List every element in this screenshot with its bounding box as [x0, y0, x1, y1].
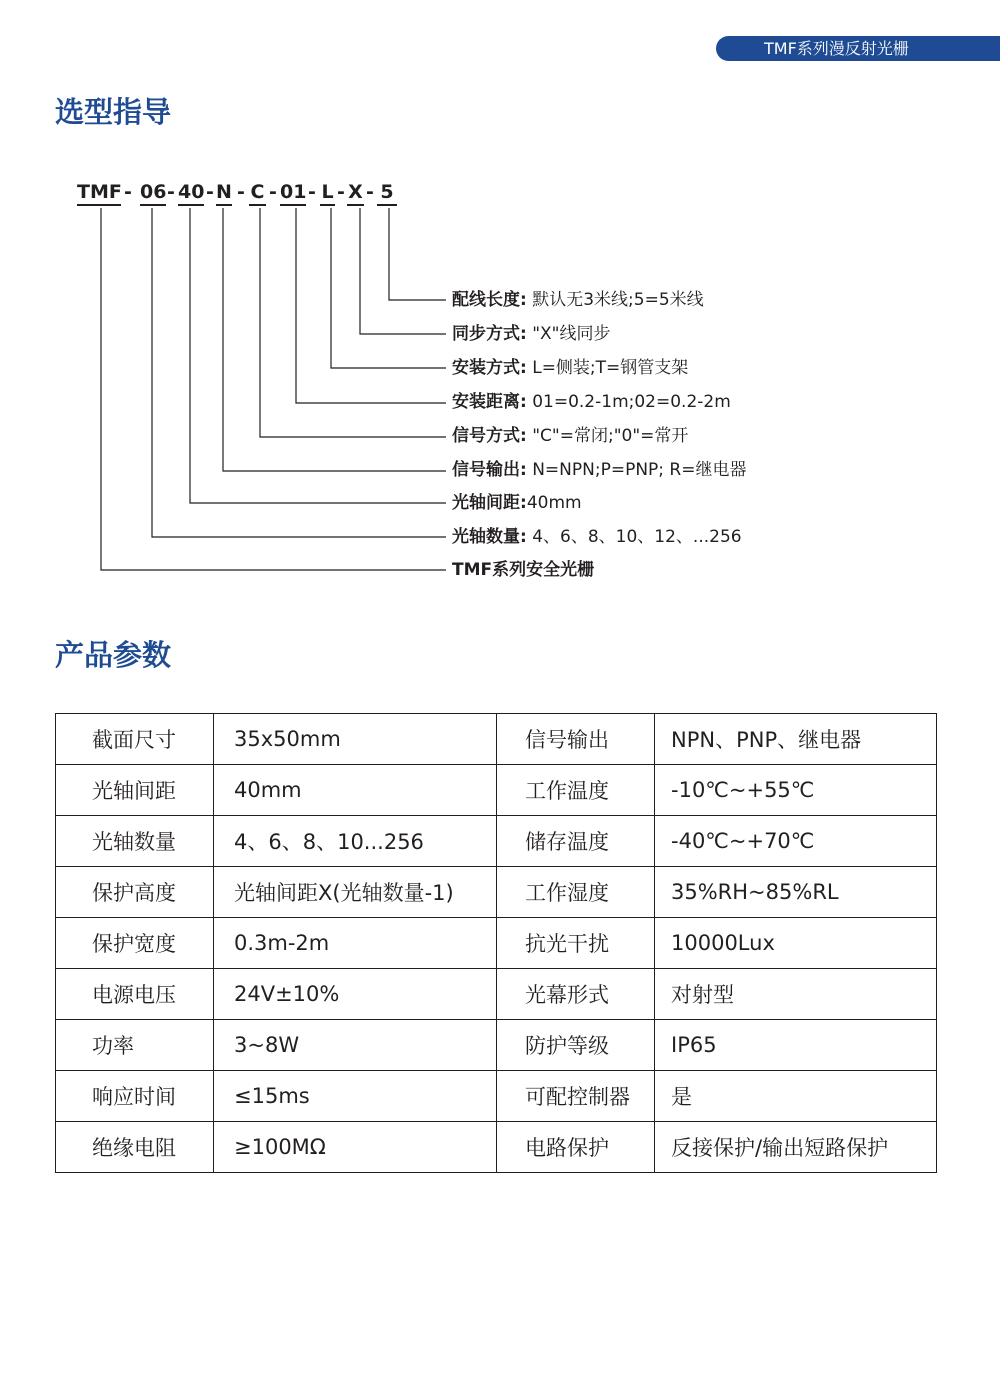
param-label: 绝缘电阻 [56, 1122, 214, 1173]
param-label: 光轴间距 [56, 765, 214, 816]
param-label: 可配控制器 [497, 1071, 655, 1122]
desc-axis-count: 光轴数量: 4、6、8、10、12、...256 [452, 527, 742, 547]
code-seg-cable: 5 [377, 180, 397, 206]
param-value: 0.3m-2m [214, 918, 497, 969]
param-value: NPN、PNP、继电器 [655, 714, 937, 765]
leader-sync [360, 208, 446, 334]
param-value: 10000Lux [655, 918, 937, 969]
desc-signal-output: 信号输出: N=NPN;P=PNP; R=继电器 [452, 460, 747, 480]
code-seg-signal-output: N [216, 180, 232, 206]
param-label: 保护高度 [56, 867, 214, 918]
code-seg-signal-mode: C [249, 180, 266, 206]
param-label: 截面尺寸 [56, 714, 214, 765]
param-label: 电源电压 [56, 969, 214, 1020]
code-seg-distance: 01 [280, 180, 306, 206]
param-value: 3~8W [214, 1020, 497, 1071]
table-row [56, 816, 937, 867]
code-seg-axis-pitch: 40 [178, 180, 204, 206]
section-title-selection: 选型指导 [55, 95, 172, 129]
desc-sync-mode: 同步方式: "X"线同步 [452, 324, 611, 344]
code-sep: - [366, 181, 374, 203]
param-value: 反接保护/输出短路保护 [655, 1122, 937, 1173]
table-row [56, 765, 937, 816]
param-value: 24V±10% [214, 969, 497, 1020]
header-tab-label: TMF系列漫反射光栅 [764, 39, 909, 58]
param-value: ≤15ms [214, 1071, 497, 1122]
param-label: 储存温度 [497, 816, 655, 867]
code-sep: - [337, 181, 345, 203]
leader-series [101, 208, 446, 570]
params-table [55, 713, 937, 1173]
code-seg-sync: X [347, 180, 364, 206]
table-row [56, 918, 937, 969]
param-value: 4、6、8、10...256 [214, 816, 497, 867]
code-sep: - [206, 181, 214, 203]
leader-axis-count [152, 208, 446, 537]
desc-axis-pitch: 光轴间距:40mm [452, 493, 582, 513]
code-sep: - [167, 181, 175, 203]
leader-cable [389, 208, 446, 300]
table-row [56, 867, 937, 918]
param-label: 电路保护 [497, 1122, 655, 1173]
desc-mounting: 安装方式: L=侧装;T=钢管支架 [452, 358, 689, 378]
code-sep: - [308, 181, 316, 203]
leader-signal-output [223, 208, 446, 471]
table-row [56, 714, 937, 765]
desc-cable-length: 配线长度: 默认无3米线;5=5米线 [452, 290, 704, 310]
param-value: 对射型 [655, 969, 937, 1020]
param-value: IP65 [655, 1020, 937, 1071]
code-sep: - [124, 181, 132, 203]
table-row [56, 969, 937, 1020]
param-value: -10℃~+55℃ [655, 765, 937, 816]
param-label: 光轴数量 [56, 816, 214, 867]
param-label: 功率 [56, 1020, 214, 1071]
param-label: 响应时间 [56, 1071, 214, 1122]
table-row [56, 1071, 937, 1122]
section-title-params: 产品参数 [55, 638, 172, 672]
code-seg-axis-count: 06 [140, 180, 166, 206]
code-seg-mounting: L [320, 180, 335, 206]
param-label: 保护宽度 [56, 918, 214, 969]
leader-axis-pitch [190, 208, 446, 503]
param-label: 工作温度 [497, 765, 655, 816]
code-sep: - [269, 181, 277, 203]
param-label: 防护等级 [497, 1020, 655, 1071]
param-value: ≥100MΩ [214, 1122, 497, 1173]
param-label: 抗光干扰 [497, 918, 655, 969]
desc-signal-mode: 信号方式: "C"=常闭;"0"=常开 [452, 426, 689, 446]
param-value: 是 [655, 1071, 937, 1122]
param-value: 光轴间距X(光轴数量-1) [214, 867, 497, 918]
leader-distance [296, 208, 446, 403]
param-label: 信号输出 [497, 714, 655, 765]
param-value: 35x50mm [214, 714, 497, 765]
param-label: 工作湿度 [497, 867, 655, 918]
table-row [56, 1020, 937, 1071]
code-seg-series: TMF [77, 180, 121, 206]
param-value: -40℃~+70℃ [655, 816, 937, 867]
param-value: 40mm [214, 765, 497, 816]
table-row [56, 1122, 937, 1173]
desc-distance: 安装距离: 01=0.2-1m;02=0.2-2m [452, 392, 731, 412]
param-label: 光幕形式 [497, 969, 655, 1020]
desc-series: TMF系列安全光栅 [452, 560, 595, 580]
code-sep: - [237, 181, 245, 203]
param-value: 35%RH~85%RL [655, 867, 937, 918]
